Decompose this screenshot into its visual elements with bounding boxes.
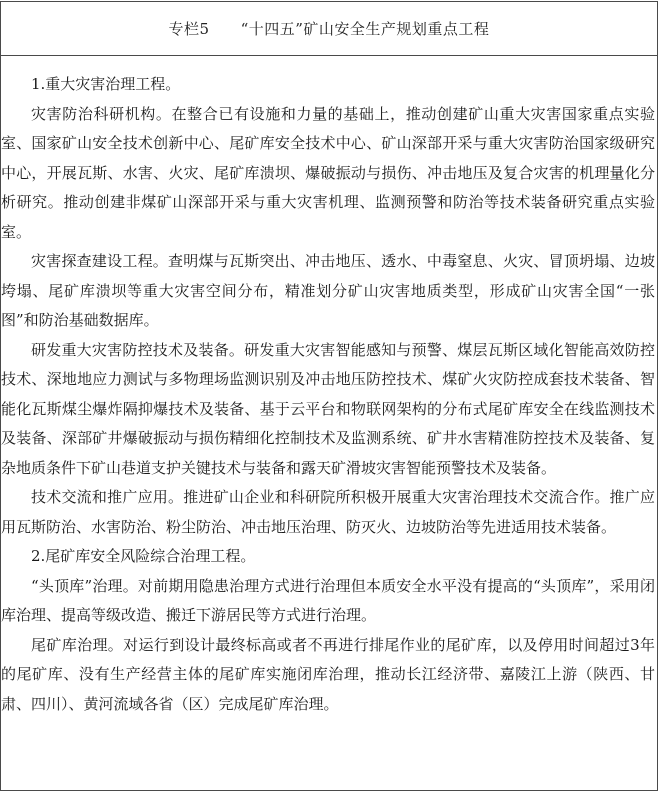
paragraph-tech-exchange: 技术交流和推广应用。推进矿山企业和科研院所积极开展重大灾害治理技术交流合作。推广应用瓦斯防治、水害防治、粉尘防治、冲击地压治理、防灭火、边坡防治等先进适用技术装备。	[1, 488, 655, 536]
paragraph-tailings-governance: 尾矿库治理。对运行到设计最终标高或者不再进行排尾作业的尾矿库，以及停用时间超过3年的尾矿库、没有生产经营主体的尾矿库实施闭库治理，推动长江经济带、嘉陵江上游（陕西、甘肃、四川）、黄河流域各省（区）完成尾矿库治理。	[1, 635, 655, 713]
section-heading-2: 2.尾矿库安全风险综合治理工程。	[31, 547, 256, 565]
paragraph-disaster-survey: 灾害探查建设工程。查明煤与瓦斯突出、冲击地压、透水、中毒窒息、火灾、冒顶坍塌、边坡垮塌、尾矿库溃坝等重大灾害空间分布，精准划分矿山灾害地质类型，形成矿山灾害全国“一张图”和防治基础数据库。	[1, 252, 655, 329]
paragraph-overhead-tailings: “头顶库”治理。对前期用隐患治理方式进行治理但本质安全水平没有提高的“头顶库”，采用闭库治理、提高等级改造、搬迁下游居民等方式进行治理。	[1, 576, 655, 624]
box-body	[1, 56, 657, 719]
section-heading-1: 1.重大灾害治理工程。	[31, 75, 181, 93]
paragraph-tech-equipment: 研发重大灾害防控技术及装备。研发重大灾害智能感知与预警、煤层瓦斯区域化智能高效防控技术、深地地应力测试与多物理场监测识别及冲击地压防控技术、煤矿火灾防控成套技术装备、智能化瓦斯煤尘爆炸隔抑爆技术及装备、基于云平台和物联网架构的分布式尾矿库安全在线监测技术及装备、深部矿井爆破振动与损伤精细化控制技术及监测系统、矿井水害精准防控技术及装备、复杂地质条件下矿山巷道支护关键技术与装备和露天矿滑坡灾害智能预警技术及装备。	[1, 340, 655, 477]
paragraph-research-institutions: 灾害防治科研机构。在整合已有设施和力量的基础上，推动创建矿山重大灾害国家重点实验室、国家矿山安全技术创新中心、尾矿库安全技术中心、矿山深部开采与重大灾害防治国家级研究中心，开展瓦斯、水害、火灾、尾矿库溃坝、爆破振动与损伤、冲击地压及复合灾害的机理量化分析研究。推动创建非煤矿山深部开采与重大灾害机理、监测预警和防治等技术装备研究重点实验室。	[1, 104, 655, 241]
box-title: 专栏5 “十四五”矿山安全生产规划重点工程	[1, 2, 657, 56]
feature-box	[0, 1, 658, 791]
